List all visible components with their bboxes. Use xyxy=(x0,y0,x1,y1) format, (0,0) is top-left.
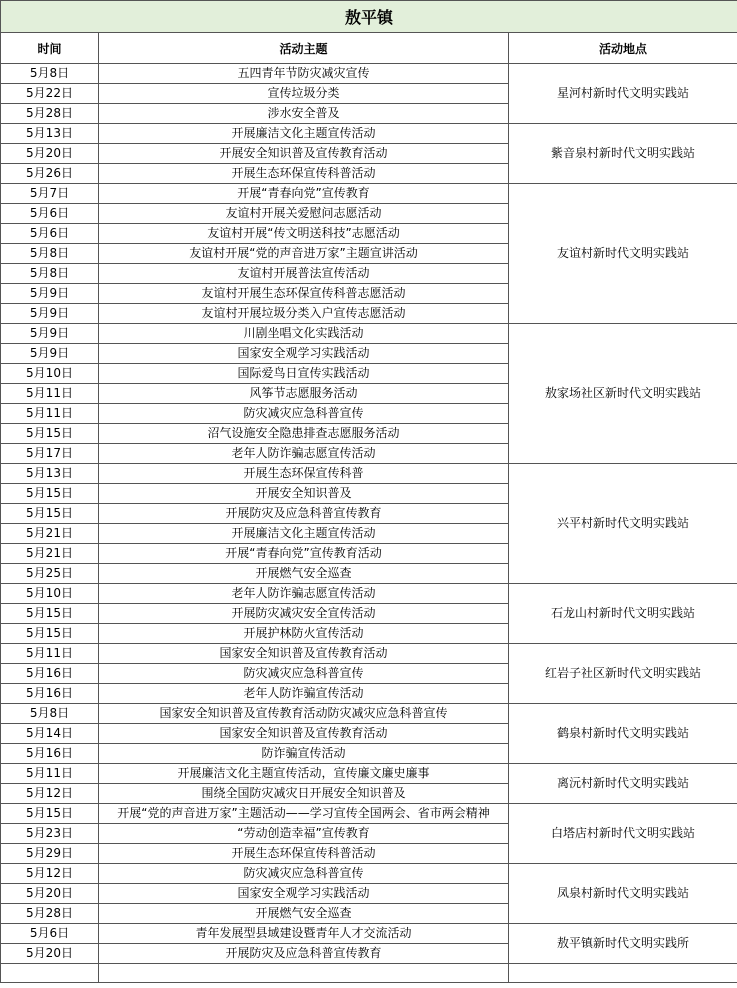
cell-theme: “劳动创造幸福”宣传教育 xyxy=(99,824,509,844)
table-row xyxy=(1,184,737,204)
blank-cell xyxy=(509,964,737,983)
cell-time: 5月13日 xyxy=(1,124,99,144)
cell-time: 5月9日 xyxy=(1,284,99,304)
cell-theme: 开展生态环保宣传科普 xyxy=(99,464,509,484)
cell-theme: 开展防灾及应急科普宣传教育 xyxy=(99,504,509,524)
cell-time: 5月25日 xyxy=(1,564,99,584)
cell-time: 5月10日 xyxy=(1,584,99,604)
cell-theme: 防灾减灾应急科普宣传 xyxy=(99,404,509,424)
cell-location: 石龙山村新时代文明实践站 xyxy=(509,584,737,644)
cell-theme: 开展防灾及应急科普宣传教育 xyxy=(99,944,509,964)
cell-theme: 老年人防诈骗志愿宣传活动 xyxy=(99,444,509,464)
table-title: 敖平镇 xyxy=(1,1,737,33)
table-row xyxy=(1,324,737,344)
cell-location: 敖平镇新时代文明实践所 xyxy=(509,924,737,964)
cell-time: 5月16日 xyxy=(1,744,99,764)
cell-theme: 国家安全知识普及宣传教育活动防灾减灾应急科普宣传 xyxy=(99,704,509,724)
table-row xyxy=(1,464,737,484)
table-row xyxy=(1,764,737,784)
table-row xyxy=(1,64,737,84)
cell-theme: 国际爱鸟日宣传实践活动 xyxy=(99,364,509,384)
cell-time: 5月26日 xyxy=(1,164,99,184)
cell-time: 5月9日 xyxy=(1,344,99,364)
table-row xyxy=(1,924,737,944)
cell-time: 5月29日 xyxy=(1,844,99,864)
cell-theme: 开展生态环保宣传科普活动 xyxy=(99,164,509,184)
cell-theme: 开展防灾减灾安全宣传活动 xyxy=(99,604,509,624)
cell-theme: 五四青年节防灾减灾宣传 xyxy=(99,64,509,84)
cell-time: 5月14日 xyxy=(1,724,99,744)
cell-theme: 国家安全观学习实践活动 xyxy=(99,884,509,904)
cell-theme: 开展燃气安全巡查 xyxy=(99,904,509,924)
cell-time: 5月9日 xyxy=(1,324,99,344)
cell-theme: 防灾减灾应急科普宣传 xyxy=(99,664,509,684)
cell-theme: 沼气设施安全隐患排查志愿服务活动 xyxy=(99,424,509,444)
cell-time: 5月28日 xyxy=(1,104,99,124)
table-row xyxy=(1,804,737,824)
blank-cell xyxy=(1,964,99,983)
cell-theme: 开展护林防火宣传活动 xyxy=(99,624,509,644)
header-time: 时间 xyxy=(1,33,99,64)
cell-location: 友谊村新时代文明实践站 xyxy=(509,184,737,324)
cell-time: 5月13日 xyxy=(1,464,99,484)
cell-time: 5月7日 xyxy=(1,184,99,204)
cell-time: 5月15日 xyxy=(1,424,99,444)
header-location: 活动地点 xyxy=(509,33,737,64)
cell-time: 5月28日 xyxy=(1,904,99,924)
cell-time: 5月12日 xyxy=(1,784,99,804)
cell-theme: 青年发展型县域建设暨青年人才交流活动 xyxy=(99,924,509,944)
cell-time: 5月22日 xyxy=(1,84,99,104)
cell-theme: 友谊村开展垃圾分类入户宣传志愿活动 xyxy=(99,304,509,324)
cell-time: 5月15日 xyxy=(1,624,99,644)
cell-theme: 开展安全知识普及 xyxy=(99,484,509,504)
table-row xyxy=(1,644,737,664)
cell-theme: 开展廉洁文化主题宣传活动 xyxy=(99,124,509,144)
cell-time: 5月23日 xyxy=(1,824,99,844)
cell-location: 凤泉村新时代文明实践站 xyxy=(509,864,737,924)
cell-location: 红岩子社区新时代文明实践站 xyxy=(509,644,737,704)
cell-time: 5月11日 xyxy=(1,644,99,664)
cell-theme: 宣传垃圾分类 xyxy=(99,84,509,104)
header-theme: 活动主题 xyxy=(99,33,509,64)
cell-theme: 友谊村开展“党的声音进万家”主题宣讲活动 xyxy=(99,244,509,264)
cell-time: 5月20日 xyxy=(1,884,99,904)
cell-location: 敖家场社区新时代文明实践站 xyxy=(509,324,737,464)
cell-theme: 友谊村开展普法宣传活动 xyxy=(99,264,509,284)
cell-theme: 涉水安全普及 xyxy=(99,104,509,124)
cell-time: 5月6日 xyxy=(1,924,99,944)
cell-time: 5月9日 xyxy=(1,304,99,324)
cell-time: 5月15日 xyxy=(1,484,99,504)
blank-row xyxy=(1,964,737,983)
cell-location: 白塔店村新时代文明实践站 xyxy=(509,804,737,864)
cell-theme: 风筝节志愿服务活动 xyxy=(99,384,509,404)
cell-time: 5月11日 xyxy=(1,764,99,784)
cell-theme: 防灾减灾应急科普宣传 xyxy=(99,864,509,884)
cell-time: 5月12日 xyxy=(1,864,99,884)
cell-theme: 友谊村开展关爱慰问志愿活动 xyxy=(99,204,509,224)
cell-location: 星河村新时代文明实践站 xyxy=(509,64,737,124)
cell-theme: 防诈骗宣传活动 xyxy=(99,744,509,764)
cell-location: 离沅村新时代文明实践站 xyxy=(509,764,737,804)
table-row xyxy=(1,124,737,144)
cell-time: 5月20日 xyxy=(1,944,99,964)
cell-theme: 开展安全知识普及宣传教育活动 xyxy=(99,144,509,164)
cell-theme: 开展“青春向党”宣传教育活动 xyxy=(99,544,509,564)
cell-time: 5月16日 xyxy=(1,664,99,684)
cell-theme: 开展廉洁文化主题宣传活动，宣传廉文廉史廉事 xyxy=(99,764,509,784)
cell-location: 鹤泉村新时代文明实践站 xyxy=(509,704,737,764)
cell-theme: 友谊村开展生态环保宣传科普志愿活动 xyxy=(99,284,509,304)
cell-theme: 老年人防诈骗志愿宣传活动 xyxy=(99,584,509,604)
cell-time: 5月11日 xyxy=(1,404,99,424)
cell-time: 5月8日 xyxy=(1,264,99,284)
cell-theme: 开展廉洁文化主题宣传活动 xyxy=(99,524,509,544)
table-row xyxy=(1,584,737,604)
cell-time: 5月15日 xyxy=(1,504,99,524)
cell-time: 5月16日 xyxy=(1,684,99,704)
cell-theme: 国家安全观学习实践活动 xyxy=(99,344,509,364)
cell-time: 5月8日 xyxy=(1,64,99,84)
cell-time: 5月15日 xyxy=(1,804,99,824)
cell-theme: 国家安全知识普及宣传教育活动 xyxy=(99,644,509,664)
cell-theme: 开展生态环保宣传科普活动 xyxy=(99,844,509,864)
blank-cell xyxy=(99,964,509,983)
cell-time: 5月17日 xyxy=(1,444,99,464)
cell-time: 5月20日 xyxy=(1,144,99,164)
cell-time: 5月11日 xyxy=(1,384,99,404)
cell-theme: 川剧坐唱文化实践活动 xyxy=(99,324,509,344)
cell-theme: 围绕全国防灾减灾日开展安全知识普及 xyxy=(99,784,509,804)
cell-time: 5月10日 xyxy=(1,364,99,384)
cell-time: 5月21日 xyxy=(1,544,99,564)
cell-theme: 开展“青春向党”宣传教育 xyxy=(99,184,509,204)
cell-time: 5月15日 xyxy=(1,604,99,624)
cell-time: 5月21日 xyxy=(1,524,99,544)
cell-theme: 友谊村开展“传文明送科技”志愿活动 xyxy=(99,224,509,244)
cell-time: 5月6日 xyxy=(1,224,99,244)
table-row xyxy=(1,864,737,884)
cell-theme: 开展燃气安全巡查 xyxy=(99,564,509,584)
cell-location: 紫音泉村新时代文明实践站 xyxy=(509,124,737,184)
cell-theme: 开展“党的声音进万家”主题活动——学习宣传全国两会、省市两会精神 xyxy=(99,804,509,824)
cell-time: 5月8日 xyxy=(1,244,99,264)
cell-theme: 国家安全知识普及宣传教育活动 xyxy=(99,724,509,744)
table-row xyxy=(1,704,737,724)
cell-location: 兴平村新时代文明实践站 xyxy=(509,464,737,584)
cell-time: 5月6日 xyxy=(1,204,99,224)
cell-time: 5月8日 xyxy=(1,704,99,724)
cell-theme: 老年人防诈骗宣传活动 xyxy=(99,684,509,704)
